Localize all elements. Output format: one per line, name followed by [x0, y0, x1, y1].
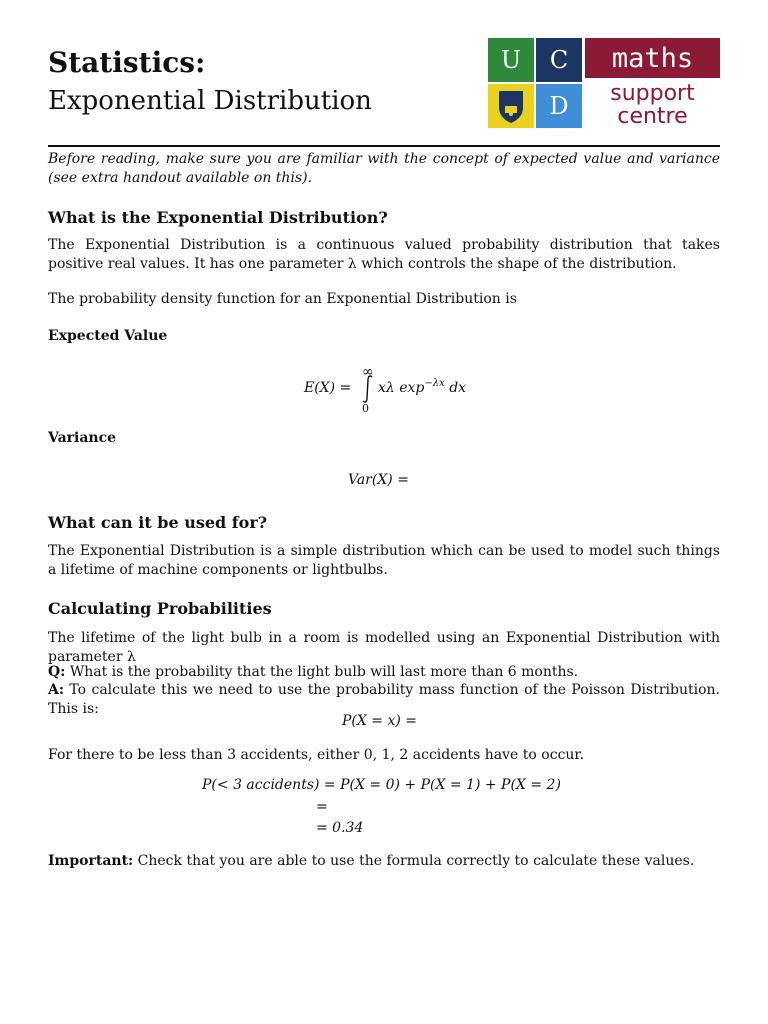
prob-line-3: = 0.34	[316, 820, 364, 836]
heading-variance: Variance	[48, 430, 117, 446]
integral-lower-limit: 0	[362, 402, 369, 415]
pmf-equation: P(X = x) =	[342, 713, 418, 729]
heading-uses: What can it be used for?	[48, 513, 268, 532]
prob-line-1: P(< 3 accidents) = P(X = 0) + P(X = 1) + P(X = 2)	[202, 777, 561, 793]
logo-tile-d: D	[536, 84, 582, 128]
answer-label: A:	[48, 682, 65, 698]
para-lifetime: The lifetime of the light bulb in a room is modelled using an Exponential Distribution with parameter λ	[48, 630, 720, 665]
page-title: Statistics:	[48, 46, 206, 79]
expected-lhs: E(X) =	[304, 380, 352, 396]
important-text: Check that you are able to use the formula correctly to calculate these values.	[137, 853, 695, 869]
integrand-dx: dx	[449, 380, 467, 396]
heading-expected-value: Expected Value	[48, 328, 168, 344]
ucd-crest-icon	[488, 84, 534, 128]
intro-note: Before reading, make sure you are familiar with the concept of expected value and variance (see extra handout available on this).	[48, 151, 720, 186]
question-label: Q:	[48, 664, 66, 680]
para-definition: The Exponential Distribution is a continuous valued probability distribution that takes positive real values. It has one parameter λ which controls the shape of the distribution.	[48, 237, 720, 272]
integrand-exponent: −λx	[424, 378, 445, 389]
heading-what-is: What is the Exponential Distribution?	[48, 208, 388, 227]
heading-calculating: Calculating Probabilities	[48, 599, 272, 618]
logo-tile-c: C	[536, 38, 582, 82]
page-subtitle: Exponential Distribution	[48, 86, 372, 116]
question-text: What is the probability that the light bulb will last more than 6 months.	[69, 664, 579, 680]
integral-upper-limit: ∞	[362, 364, 374, 380]
important-note	[48, 852, 720, 871]
logo-centre: centre	[617, 104, 688, 129]
variance-equation: Var(X) =	[348, 472, 409, 488]
integral-sign-icon	[360, 374, 376, 404]
important-label: Important:	[48, 853, 134, 869]
integrand-base: xλ exp	[378, 380, 425, 396]
ucd-maths-support-centre-logo	[488, 38, 720, 130]
question-line	[48, 663, 720, 682]
expected-integrand	[378, 380, 466, 396]
para-accidents: For there to be less than 3 accidents, either 0, 1, 2 accidents have to occur.	[48, 747, 585, 763]
logo-support: support	[610, 81, 695, 106]
para-uses: The Exponential Distribution is a simple distribution which can be used to model such things a lifetime of machine components or lightbulbs.	[48, 543, 720, 578]
logo-maths: maths	[585, 38, 720, 78]
para-pdf: The probability density function for an Exponential Distribution is	[48, 291, 517, 307]
prob-line-2: =	[316, 799, 328, 815]
answer-text: To calculate this we need to use the probability mass function of the Poisson Distribution. This is:	[48, 682, 720, 717]
header-divider	[48, 145, 720, 147]
logo-tile-u: U	[488, 38, 534, 82]
